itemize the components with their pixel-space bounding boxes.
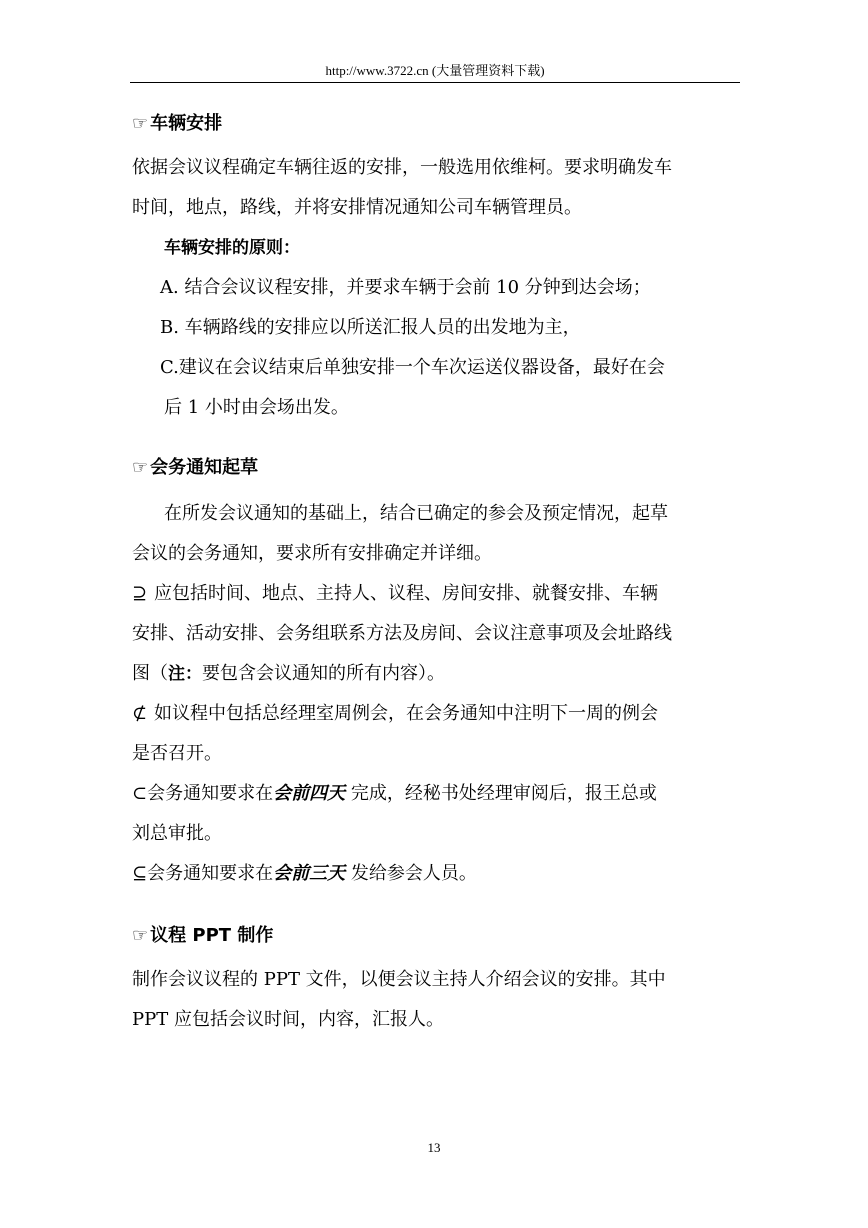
note-label: 注：: [168, 664, 202, 684]
paragraph-line: 在所发会议通知的基础上，结合已确定的参会及预定情况，起草: [164, 503, 668, 524]
emphasis-text: 会前三天: [273, 863, 346, 884]
section-title: 议程 PPT 制作: [150, 925, 274, 946]
principle-item: C.建议在会议结束后单独安排一个车次运送仪器设备，最好在会: [160, 357, 665, 378]
text-run: 图（: [132, 663, 168, 684]
list-item: [132, 576, 658, 612]
pointing-hand-icon: ☞: [132, 925, 149, 946]
not-subset-icon: ⊄: [132, 703, 148, 724]
section-heading-ppt: [132, 924, 273, 948]
section-title: 会务通知起草: [150, 457, 259, 478]
paragraph-line: 时间，地点，路线，并将安排情况通知公司车辆管理员。: [132, 197, 582, 218]
paragraph-line: 制作会议议程的 PPT 文件，以便会议主持人介绍会议的安排。其中: [132, 969, 666, 990]
header-divider: [130, 82, 740, 83]
paragraph-line: 依据会议议程确定车辆往返的安排，一般选用依维柯。要求明确发车: [132, 157, 672, 178]
text-run: 发给参会人员。: [345, 863, 477, 884]
pointing-hand-icon: ☞: [132, 457, 149, 478]
list-item-text: 应包括时间、地点、主持人、议程、房间安排、就餐安排、车辆: [154, 583, 658, 604]
list-item-line: 安排、活动安排、会务组联系方法及房间、会议注意事项及会址路线: [132, 623, 672, 644]
list-item-line: 刘总审批。: [132, 823, 222, 844]
principle-item: A. 结合会议议程安排，并要求车辆于会前 10 分钟到达会场；: [160, 277, 651, 298]
text-run: 会务通知要求在: [147, 783, 274, 804]
paragraph-line: PPT 应包括会议时间，内容，汇报人。: [132, 1009, 444, 1030]
list-item-text: 如议程中包括总经理室周例会，在会务通知中注明下一周的例会: [154, 703, 658, 724]
list-item: [132, 856, 477, 892]
list-item-line: 是否召开。: [132, 743, 222, 764]
paragraph-line: 会议的会务通知，要求所有安排确定并详细。: [132, 543, 492, 564]
section-heading-notice: [132, 456, 258, 480]
superset-equal-icon: ⊇: [132, 583, 148, 604]
list-item-line: [132, 656, 445, 692]
list-item: [132, 776, 657, 812]
page-header: http://www.3722.cn (大量管理资料下载): [325, 63, 545, 78]
subheading-principles: 车辆安排的原则：: [164, 238, 300, 258]
emphasis-text: 会前四天: [273, 783, 346, 804]
list-item: [132, 696, 658, 732]
text-run: 完成，经秘书处经理审阅后，报王总或: [345, 783, 657, 804]
page-number: 13: [427, 1140, 441, 1155]
subset-equal-icon: ⊆: [132, 863, 148, 884]
subset-icon: ⊂: [132, 783, 148, 804]
section-title: 车辆安排: [150, 113, 223, 134]
text-run: 会务通知要求在: [147, 863, 274, 884]
principle-item: 后 1 小时由会场出发。: [164, 397, 349, 418]
section-heading-vehicles: [132, 112, 222, 136]
text-run: 要包含会议通知的所有内容）。: [202, 663, 445, 684]
pointing-hand-icon: ☞: [132, 113, 149, 134]
principle-item: B. 车辆路线的安排应以所送汇报人员的出发地为主，: [160, 317, 581, 338]
